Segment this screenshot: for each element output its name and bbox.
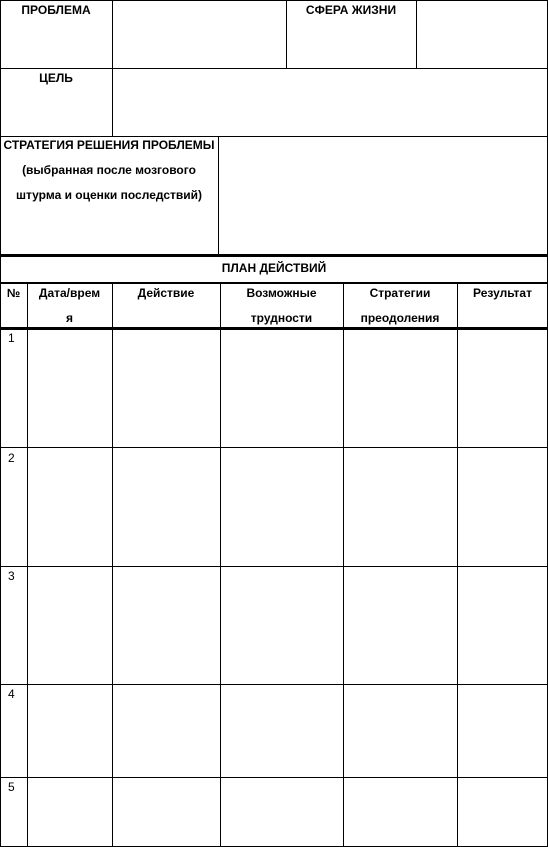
strategy-field[interactable] bbox=[219, 137, 547, 253]
row-number-1: 1 bbox=[8, 331, 15, 345]
col-header-difficulties-line1: Возможные bbox=[246, 286, 317, 300]
divider-row-2 bbox=[0, 566, 548, 567]
life-sphere-label: СФЕРА ЖИЗНИ bbox=[305, 3, 397, 17]
goal-label: ЦЕЛЬ bbox=[39, 71, 73, 85]
vline-col-number bbox=[27, 284, 28, 847]
divider-row-3 bbox=[0, 684, 548, 685]
row-number-2: 2 bbox=[8, 451, 15, 465]
divider-row-4 bbox=[0, 777, 548, 778]
col-header-action: Действие bbox=[137, 286, 195, 300]
col-header-result: Результат bbox=[473, 286, 532, 300]
col-header-strategies-line2: преодоления bbox=[360, 311, 440, 325]
divider-row-1 bbox=[0, 447, 548, 448]
row-number-5: 5 bbox=[8, 780, 15, 794]
vline-col-strategies bbox=[457, 284, 458, 847]
vline-col-difficulties bbox=[343, 284, 344, 847]
vline-col-date bbox=[112, 284, 113, 847]
col-header-strategies-line1: Стратегии bbox=[369, 286, 431, 300]
strategy-label-line2: (выбранная после мозгового bbox=[22, 163, 196, 177]
col-header-number: № bbox=[6, 286, 21, 300]
col-header-date-line1: Дата/врем bbox=[38, 286, 101, 300]
strategy-label-line1: СТРАТЕГИЯ РЕШЕНИЯ ПРОБЛЕМЫ bbox=[3, 138, 215, 152]
goal-field[interactable] bbox=[113, 69, 547, 135]
row-number-3: 3 bbox=[8, 569, 15, 583]
life-sphere-field[interactable] bbox=[417, 1, 547, 67]
col-header-difficulties-line2: трудности bbox=[250, 311, 313, 325]
plan-title: ПЛАН ДЕЙСТВИЙ bbox=[221, 261, 327, 275]
problem-field[interactable] bbox=[113, 1, 285, 67]
row-number-4: 4 bbox=[8, 687, 15, 701]
strategy-label-line3: штурма и оценки последствий) bbox=[15, 188, 203, 202]
col-header-date-line2: я bbox=[65, 311, 73, 325]
vline-col-action bbox=[220, 284, 221, 847]
problem-label: ПРОБЛЕМА bbox=[21, 3, 91, 17]
